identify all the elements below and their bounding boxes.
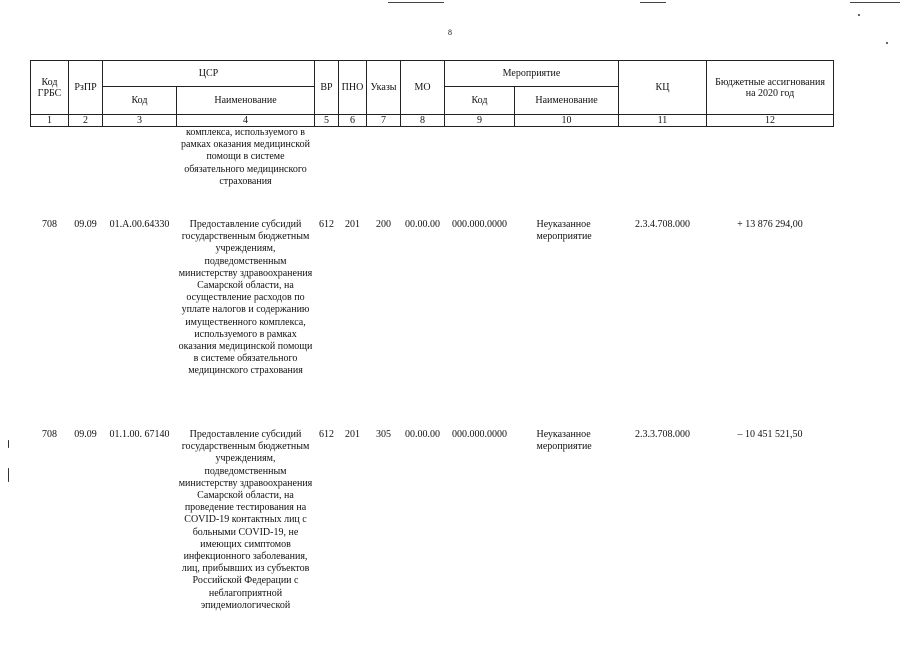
- header-pno: ПНО: [339, 61, 367, 115]
- column-number: 12: [707, 115, 834, 127]
- header-mer-name: Наименование: [515, 87, 619, 115]
- column-number: 11: [619, 115, 707, 127]
- page-number: 8: [448, 28, 452, 37]
- column-number: 3: [103, 115, 177, 127]
- cell-grbs: 708: [42, 219, 57, 230]
- cell-pno: 201: [345, 429, 360, 440]
- cell-rzpr: 09.09: [74, 219, 97, 230]
- cell-mer-code: 000.000.0000: [452, 429, 507, 440]
- cell-mer-code: 000.000.0000: [452, 219, 507, 230]
- header-kod-grbs: Код ГРБС: [31, 61, 69, 115]
- cell-mer-name: Неуказанное мероприятие: [536, 219, 592, 242]
- top-rule-left: [388, 2, 444, 3]
- header-vr: ВР: [315, 61, 339, 115]
- cell-mo: 00.00.00: [405, 429, 440, 440]
- cell-csr-name: Предоставление субсидий государственным бюджетным учреждениям, подведомственным министерству здравоохранения Самарской области, на осуществление расходов по уплате налогов и содержанию имущественного комплекса, используемого в рамках оказания медицинской помощи в системе обязательного медицинского страхования: [178, 219, 313, 377]
- table-row: [31, 415, 834, 669]
- cell-pno: 201: [345, 219, 360, 230]
- cell-mer-name: Неуказанное мероприятие: [536, 429, 592, 452]
- cell-pno: [339, 127, 367, 206]
- scan-speck: [858, 14, 860, 16]
- column-number: 4: [177, 115, 315, 127]
- cell-kc: 2.3.4.708.000: [635, 219, 690, 230]
- header-mo: МО: [401, 61, 445, 115]
- header-csr: ЦСР: [103, 61, 315, 87]
- budget-table: [30, 60, 834, 669]
- header-ukazy: Указы: [367, 61, 401, 115]
- cell-kc: [619, 127, 707, 206]
- header-rzpr: РзПР: [69, 61, 103, 115]
- cell-mer-name: [515, 127, 619, 206]
- column-number: 2: [69, 115, 103, 127]
- cell-amount: + 13 876 294,00: [737, 219, 803, 230]
- cell-csr-code: [103, 127, 177, 206]
- header-budget: Бюджетные ассигнования на 2020 год: [707, 61, 834, 115]
- cell-rzpr: [69, 127, 103, 206]
- scan-speck: [8, 468, 9, 482]
- scan-speck: [886, 42, 888, 44]
- column-number: 5: [315, 115, 339, 127]
- cell-grbs: 708: [42, 429, 57, 440]
- cell-csr-name: Предоставление субсидий государственным бюджетным учреждениям, подведомственным министерству здравоохранения Самарской области, на проведение тестирования на COVID-19 контактных лиц с больными COVID-19, не имеющих симптомов инфекционного заболевания, лиц, прибывших из субъектов Российской Федерации с неблагоприятной эпидемиологической: [178, 429, 313, 611]
- cell-vr: [315, 127, 339, 206]
- column-number: 9: [445, 115, 515, 127]
- cell-mo: 00.00.00: [405, 219, 440, 230]
- table-row: [31, 127, 834, 206]
- cell-grbs: [31, 127, 69, 206]
- column-number: 7: [367, 115, 401, 127]
- cell-mer-code: [445, 127, 515, 206]
- cell-rzpr: 09.09: [74, 429, 97, 440]
- column-number: 6: [339, 115, 367, 127]
- cell-csr-name: комплекса, используемого в рамках оказания медицинской помощи в системе обязательного медицинского страхования: [180, 127, 311, 187]
- cell-amount: [707, 127, 834, 206]
- header-kc: КЦ: [619, 61, 707, 115]
- cell-mo: [401, 127, 445, 206]
- cell-kc: 2.3.3.708.000: [635, 429, 690, 440]
- cell-ukazy: 305: [376, 429, 391, 440]
- header-csr-name: Наименование: [177, 87, 315, 115]
- scan-speck: [8, 440, 9, 448]
- top-rule-right: [850, 2, 900, 3]
- column-number: 10: [515, 115, 619, 127]
- cell-vr: 612: [319, 219, 334, 230]
- column-number: 8: [401, 115, 445, 127]
- table-row: [31, 205, 834, 415]
- cell-csr-code: 01.А.00.64330: [109, 219, 170, 230]
- cell-vr: 612: [319, 429, 334, 440]
- header-mer-kod: Код: [445, 87, 515, 115]
- cell-ukazy: 200: [376, 219, 391, 230]
- cell-amount: – 10 451 521,50: [737, 429, 803, 440]
- cell-ukazy: [367, 127, 401, 206]
- header-csr-kod: Код: [103, 87, 177, 115]
- header-meropriyatie: Мероприятие: [445, 61, 619, 87]
- column-number: 1: [31, 115, 69, 127]
- cell-csr-code: 01.1.00. 67140: [109, 429, 170, 440]
- top-rule-mid: [640, 2, 666, 3]
